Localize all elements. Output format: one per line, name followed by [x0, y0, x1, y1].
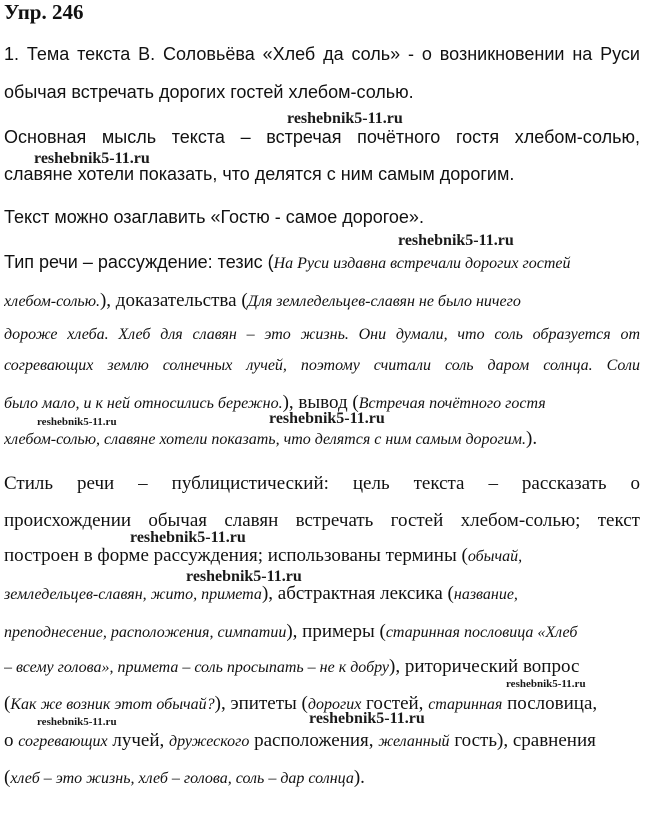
p4-line-1: Тип речи – рассуждение: тезис (На Руси издавна встречали дорогих гостей [4, 252, 571, 272]
watermark: reshebnik5-11.ru [269, 410, 385, 427]
p5-line-5: преподнесение, расположения, симпатии), примеры (старинная пословица «Хлеб [4, 621, 578, 642]
watermark: reshebnik5-11.ru [287, 110, 403, 127]
watermark: reshebnik5-11.ru [186, 568, 302, 585]
watermark: reshebnik5-11.ru [130, 529, 246, 546]
p2-line-2: славяне хотели показать, что делятся с ним самым дорогим. [4, 164, 515, 184]
p5-line-3: построен в форме рассуждения; использованы термины (обычай, [4, 545, 523, 566]
p4-line-5: было мало, и к ней относились бережно.), вывод (Встречая почётного гостя [4, 392, 546, 413]
p5-line-1: Стиль речи – публицистический: цель текста – рассказать о [4, 473, 640, 494]
p1-line-1: 1. Тема текста В. Соловьёва «Хлеб да соль» - о возникновении на Руси [4, 44, 640, 64]
exercise-title: Упр. 246 [4, 0, 84, 24]
p5-line-2: происхождении обычая славян встречать гостей хлебом-солью; текст [4, 510, 640, 531]
watermark: reshebnik5-11.ru [309, 710, 425, 727]
watermark: reshebnik5-11.ru [506, 678, 586, 690]
p5-line-4: земледельцев-славян, жито, примета), абстрактная лексика (название, [4, 583, 518, 604]
p4-line-3: дороже хлеба. Хлеб для славян – это жизнь. Они думали, что соль образуется от [4, 326, 640, 343]
p5-line-6: – всему голова», примета – соль просыпать – не к добру), риторический вопрос [4, 656, 580, 677]
watermark: reshebnik5-11.ru [34, 150, 150, 167]
watermark: reshebnik5-11.ru [37, 416, 117, 428]
watermark: reshebnik5-11.ru [37, 716, 117, 728]
p1-line-2: обычая встречать дорогих гостей хлебом-солью. [4, 82, 414, 102]
watermark: reshebnik5-11.ru [398, 232, 514, 249]
p4-line-6: хлебом-солью, славяне хотели показать, что делятся с ним самым дорогим.). [4, 428, 538, 449]
p4-line-2: хлебом-солью.), доказательства (Для земледельцев-славян не было ничего [4, 290, 521, 311]
p2-line-1: Основная мысль текста – встречая почётного гостя хлебом-солью, [4, 127, 640, 147]
p4-line-4: согревающих землю солнечных лучей, поэтому считали соль даром солнца. Соли [4, 357, 640, 374]
p5-line-8: о согревающих лучей, дружеского расположения, желанный гость), сравнения [4, 730, 596, 751]
p5-line-7: (Как же возник этот обычай?), эпитеты (дорогих гостей, старинная пословица, [4, 693, 598, 714]
p3-line-1: Текст можно озаглавить «Гостю - самое дорогое». [4, 207, 424, 227]
p5-line-9: (хлеб – это жизнь, хлеб – голова, соль – дар солнца). [4, 767, 365, 788]
